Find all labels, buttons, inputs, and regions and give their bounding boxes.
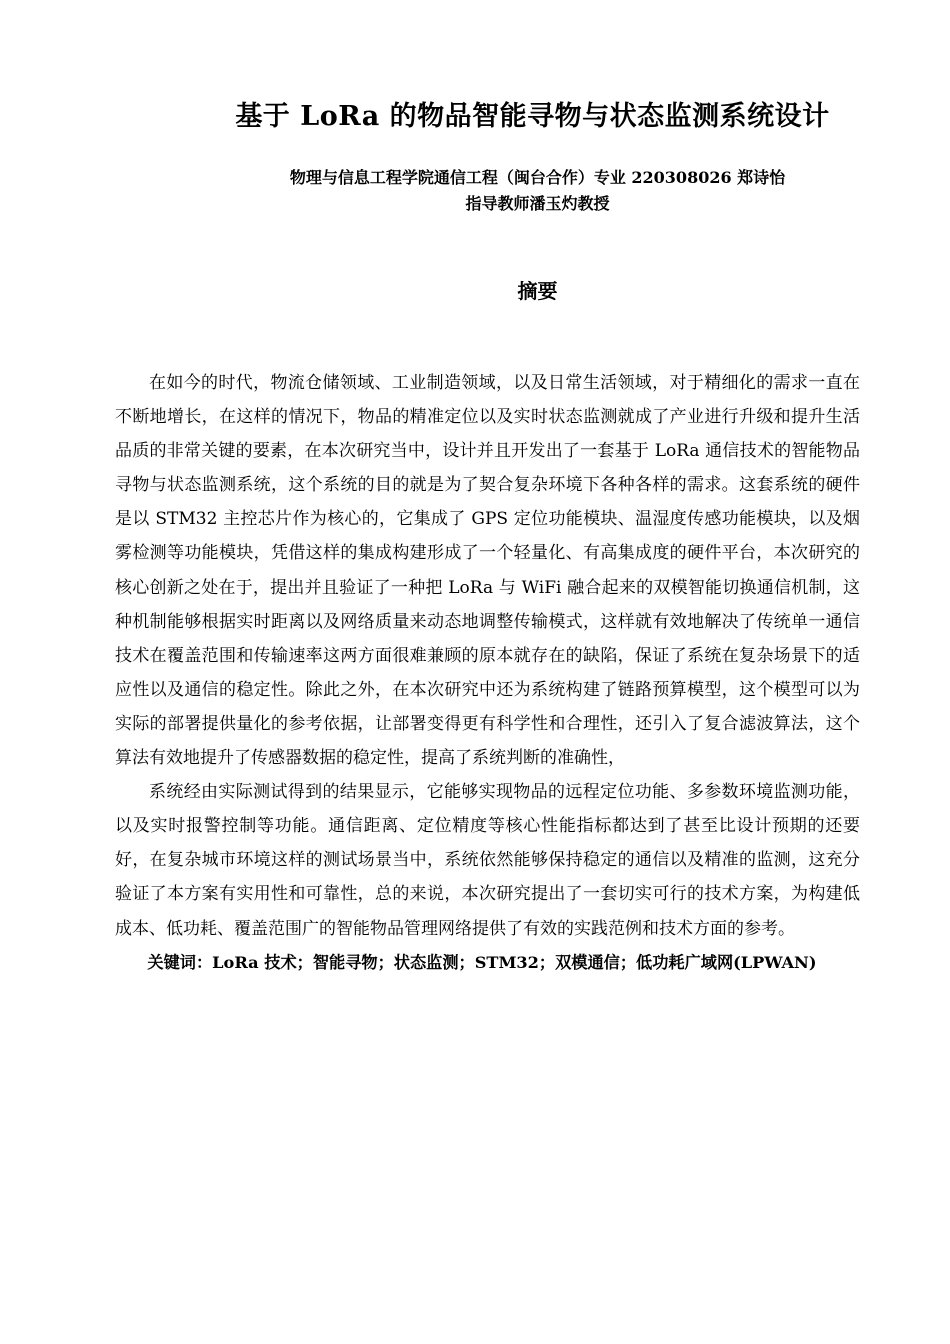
author-line: 物理与信息工程学院通信工程（闽台合作）专业 220308026 郑诗怡 (289, 168, 786, 187)
keywords-line: 关键词：LoRa 技术；智能寻物；状态监测；STM32；双模通信；低功耗广域网(LPWAN) (147, 952, 817, 972)
abstract-paragraph-1: 在如今的时代，物流仓储领域、工业制造领域，以及日常生活领域，对于精细化的需求一直在不断地增长，在这样的情况下，物品的精准定位以及实时状态监测就成了产业进行升级和提升生活品质的非常关键的要素，在本次研究当中，设计并且开发出了一套基于 LoRa 通信技术的智能物品寻物与状态监测系统，这个系统的目的就是为了契合复杂环境下各种各样的需求。这套系统的硬件是以 STM32 主控芯片作为核心的，它集成了 GPS 定位功能模块、温湿度传感功能模块，以及烟雾检测等功能模块，凭借这样的集成构建形成了一个轻量化、有高集成度的硬件平台，本次研究的核心创新之处在于，提出并且验证了一种把 LoRa 与 WiFi 融合起来的双模智能切换通信机制，这种机制能够根据实时距离以及网络质量来动态地调整传输模式，这样就有效地解决了传统单一通信技术在覆盖范围和传输速率这两方面很难兼顾的原本就存在的缺陷，保证了系统在复杂场景下的适应性以及通信的稳定性。除此之外，在本次研究中还为系统构建了链路预算模型，这个模型可以为实际的部署提供量化的参考依据，让部署变得更有科学性和合理性，还引入了复合滤波算法，这个算法有效地提升了传感器数据的稳定性，提高了系统判断的准确性， (115, 373, 860, 769)
abstract-body (115, 366, 860, 980)
author-block (115, 165, 860, 217)
abstract-paragraph-2: 系统经由实际测试得到的结果显示，它能够实现物品的远程定位功能、多参数环境监测功能，以及实时报警控制等功能。通信距离、定位精度等核心性能指标都达到了甚至比设计预期的还要好，在复杂城市环境这样的测试场景当中，系统依然能够保持稳定的通信以及精准的监测，这充分验证了本方案有实用性和可靠性，总的来说，本次研究提出了一套切实可行的技术方案，为构建低成本、低功耗、覆盖范围广的智能物品管理网络提供了有效的实践范例和技术方面的参考。 (115, 782, 860, 939)
paper-title: 基于 LoRa 的物品智能寻物与状态监测系统设计 (235, 101, 830, 132)
abstract-heading: 摘要 (517, 279, 558, 303)
advisor-line: 指导教师潘玉灼教授 (465, 194, 610, 213)
